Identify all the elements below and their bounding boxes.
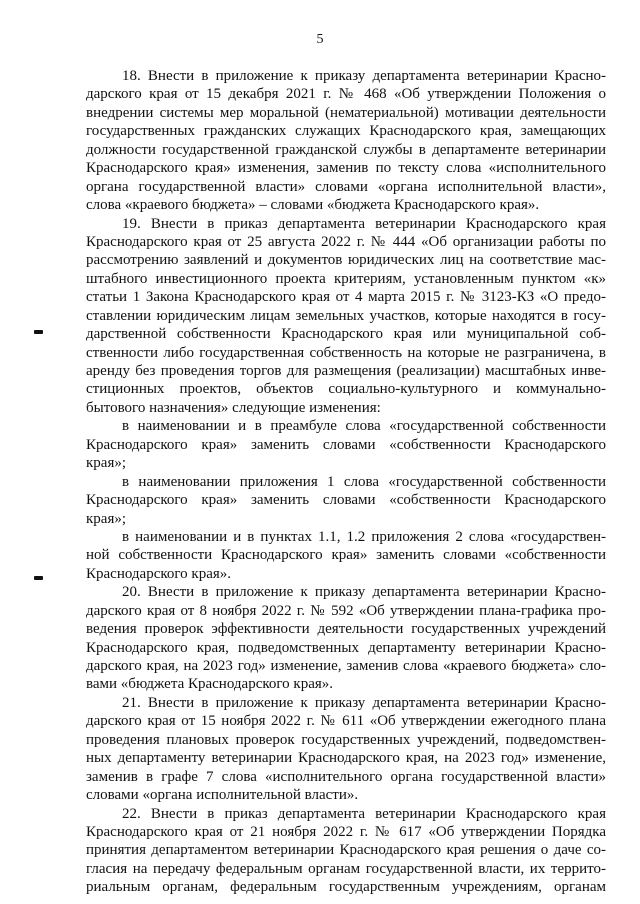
text-line: слова «краевого бюджета» – словами «бюджета Краснодарского края». (86, 197, 540, 214)
text-line: дарского края, на 2023 год» изменение, заменив слова «краевого бюджета» сло- (86, 658, 606, 674)
text-line: проведения плановых проверок государственных учреждений, подведомствен- (86, 731, 606, 748)
text-line: 20. Внести в приложение к приказу департамента ветеринарии Красно- (122, 584, 606, 601)
text-line: 19. Внести в приказ департамента ветеринарии Краснодарского края (122, 215, 606, 232)
text-line: ведения проверок эффективности деятельности государственных учреждений (86, 621, 606, 638)
text-line: Краснодарского края» заменить словами «собственности Краснодарского (86, 436, 606, 453)
scan-punch-mark (34, 330, 43, 334)
text-line: штабного инвестиционного проекта критериям, установленным пунктом «к» (86, 270, 606, 287)
text-line: риальным органам, федеральным государственным учреждениям, органам (86, 879, 606, 896)
text-line: ственности либо государственная собственность на которые не разграничена, в (86, 344, 606, 361)
text-line: дарского края от 15 ноября 2022 г. № 611 «Об утверждении ежегодного плана (86, 713, 606, 730)
text-line: органа государственной власти» словами «органа исполнительной власти», (86, 178, 606, 195)
text-line: ставлении юридическим лицам земельных участков, которые находятся в госу- (86, 307, 606, 324)
text-line: края»; (86, 510, 127, 527)
text-line: стиционных проектов, объектов социально-культурного и коммунально- (86, 381, 606, 398)
text-line: заменив в графе 7 слова «исполнительного органа государственной власти» (86, 768, 606, 785)
text-line: края»; (86, 455, 127, 472)
text-line: государственных гражданских служащих Краснодарского края, замещающих (86, 123, 606, 140)
text-line: бытового назначения» следующие изменения: (86, 399, 381, 416)
text-line: ных департаменту ветеринарии Краснодарского края, на 2023 год» изменение, (86, 750, 606, 767)
text-line: статьи 1 Закона Краснодарского края от 4 марта 2015 г. № 3123-КЗ «О предо- (86, 289, 606, 306)
text-line: Краснодарского края от 25 августа 2022 г. № 444 «Об организации работы по (86, 233, 606, 250)
text-line: должности государственной гражданской службы в департаменте ветеринарии (86, 141, 606, 158)
text-line: аренду без проведения торгов для размещения (реализации) масштабных инве- (86, 363, 606, 379)
text-line: 22. Внести в приказ департамента ветеринарии Краснодарского края (122, 805, 606, 822)
text-line: в наименовании и в преамбуле слова «государственной собственности (122, 418, 606, 435)
scan-punch-mark (34, 576, 43, 580)
text-line: рассмотрению заявлений и документов юридических лиц на соответствие мас- (86, 252, 606, 269)
text-line: 21. Внести в приложение к приказу департамента ветеринарии Красно- (122, 694, 606, 711)
text-line: внедрении системы мер моральной (нематериальной) мотивации деятельности (86, 104, 606, 121)
text-line: 18. Внести в приложение к приказу департамента ветеринарии Красно- (122, 68, 606, 84)
text-line: гласия на передачу федеральным органам государственной власти, их террито- (86, 860, 606, 877)
text-line: в наименовании и в пунктах 1.1, 1.2 приложения 2 слова «государствен- (122, 528, 606, 545)
text-line: Краснодарского края» изменения, заменив по тексту слова «исполнительного (86, 160, 606, 177)
text-line: ной собственности Краснодарского края» заменить словами «собственности (86, 547, 606, 564)
text-line: Краснодарского края» заменить словами «собственности Краснодарского (86, 492, 606, 509)
text-line: Краснодарского края». (86, 565, 232, 582)
text-line: вами «бюджета Краснодарского края». (86, 676, 334, 693)
text-line: Краснодарского края от 21 ноября 2022 г. № 617 «Об утверждении Порядка (86, 823, 606, 840)
text-line: словами «органа исполнительной власти». (86, 787, 359, 804)
text-line: дарского края от 8 ноября 2022 г. № 592 «Об утверждении плана-графика про- (86, 602, 606, 619)
document-body (86, 67, 606, 897)
page-number: 5 (316, 32, 324, 47)
text-line: Краснодарского края, подведомственных департаменту ветеринарии Красно- (86, 639, 606, 656)
text-line: принятия департаментом ветеринарии Краснодарского края решения о даче со- (86, 842, 606, 859)
text-line: дарского края от 15 декабря 2021 г. № 468 «Об утверждении Положения о (86, 86, 606, 103)
text-line: дарственной собственности Краснодарского края или муниципальной соб- (86, 326, 606, 343)
text-line: в наименовании приложения 1 слова «государственной собственности (122, 473, 606, 490)
